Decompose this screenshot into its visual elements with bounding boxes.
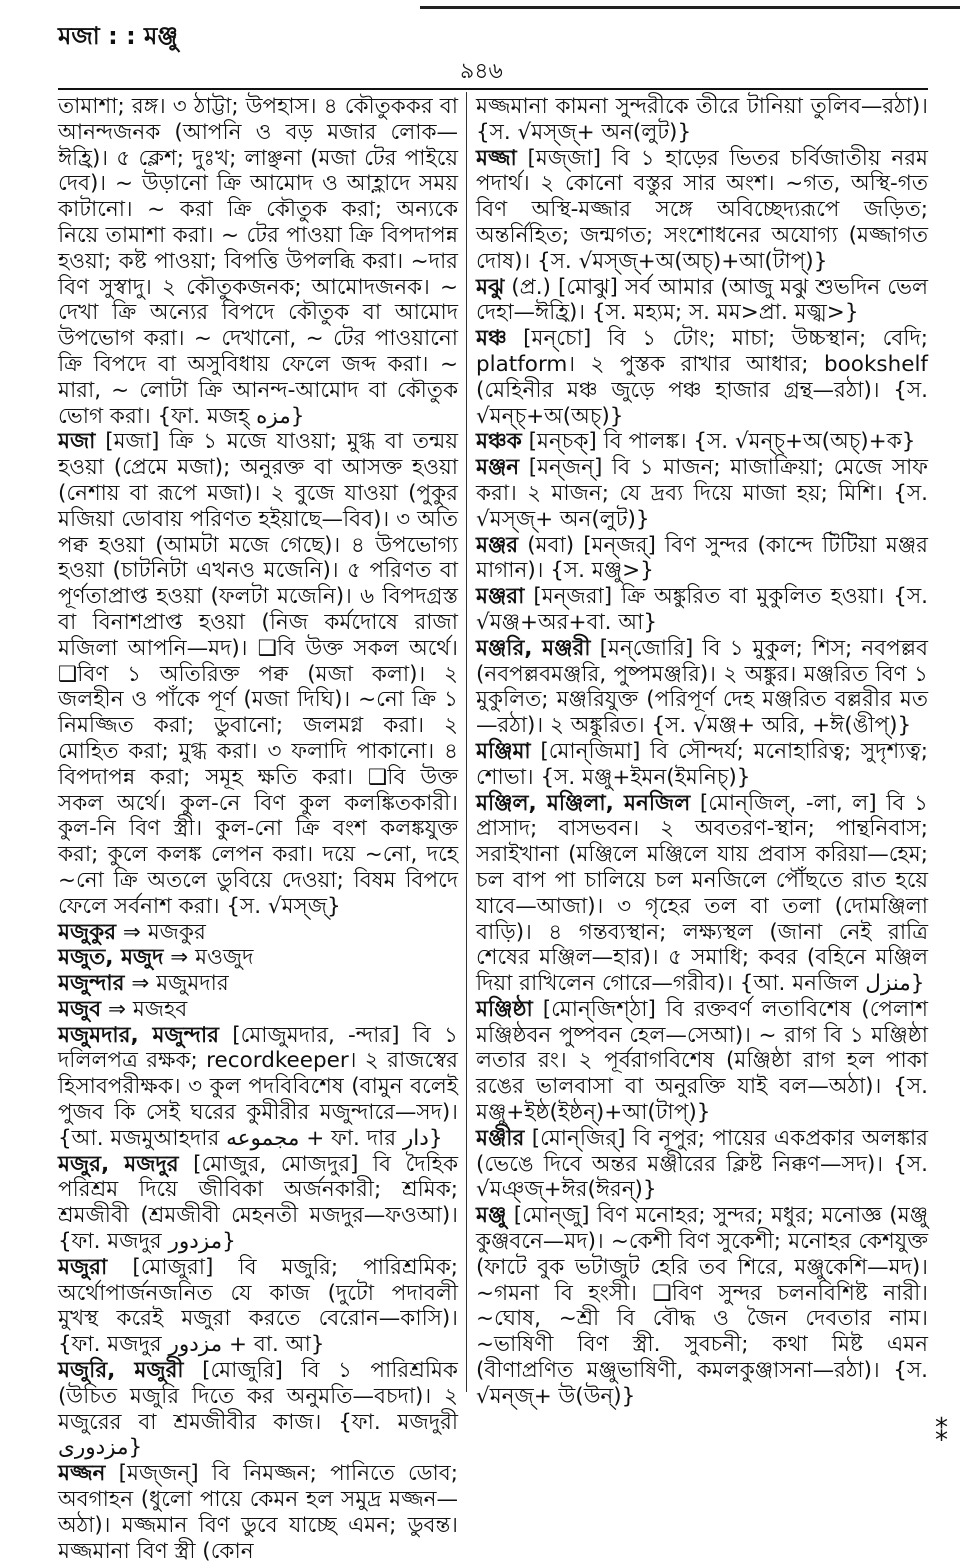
dictionary-entry	[476, 636, 928, 739]
dictionary-entry	[476, 455, 928, 532]
entry-headword: মজুকুর	[58, 919, 117, 945]
top-scan-line	[420, 6, 960, 9]
dictionary-entry	[476, 326, 928, 429]
entry-text: [মজা] ক্রি ১ মজে যাওয়া; মুগ্ধ বা তন্ময় হওয়া (প্রেমে মজা); অনুরক্ত বা আসক্ত হওয়া (নেশায় বা রূপে মজা)। ২ বুজে যাওয়া (পুকুর মজিয়া ডোবায় পরিণত হইয়াছে—বিব)। ৩ অতি পক্ব হওয়া (আমটা মজে গেছে)। ৪ উপভোগ্য হওয়া (চাটনিটা এখনও মজেনি)। ৫ পরিণত বা পূর্ণতাপ্রাপ্ত হওয়া (ফলটা মজেনি)। ৬ বিপদগ্রস্ত বা বিনাশপ্রাপ্ত হওয়া (নিজ কর্মদোষে রাজা মজিলা আপনি—মদ)। ❑বি উক্ত সকল অর্থে। ❑বিণ ১ অতিরিক্ত পক্ব (মজা কলা)। ২ জলহীন ও পাঁকে পূর্ণ (মজা দিঘি)। ~নো ক্রি ১ নিমজ্জিত করা; ডুবানো; জলমগ্ন করা। ২ মোহিত করা; মুগ্ধ করা। ৩ ফলাদি পাকানো। ৪ বিপদাপন্ন করা; সমূহ ক্ষতি করা। ❑বি উক্ত সকল অর্থে। কুল-নে বিণ কুল কলঙ্কিতকারী। কুল-নি বিণ স্ত্রী। কুল-নো ক্রি বংশ কলঙ্কযুক্ত করা; কুলে কলঙ্ক লেপন করা। দয়ে ~নো, দহে ~নো ক্রি অতলে ডুবিয়ে দেওয়া; বিষম বিপদে ফেলে সর্বনাশ করা। {স. √মস্‌জ্‌}	[58, 429, 458, 919]
entry-headword: মজুরা	[58, 1254, 108, 1280]
entry-text: ⇒ মজকুর	[122, 919, 206, 945]
entry-text: ⇒ মজুমদার	[131, 971, 229, 997]
entry-text: মজ্জমানা কামনা সুন্দরীকে তীরে টানিয়া তুলিব—রঠা)। {স. √মস্‌জ্‌+ অন(লুট)}	[476, 94, 928, 145]
entry-headword: মজ্জা	[476, 145, 517, 171]
entry-headword: মঞ্চ	[476, 326, 507, 352]
entry-text: তামাশা; রঙ্গ। ৩ ঠাট্টা; উপহাস। ৪ কৌতুককর বা আনন্দজনক (আপনি ও বড় মজার লোক—ঈহ্রি)। ৫ ক্লেশ; দুঃখ; লাঞ্ছনা (মজা টের পাইয়ে দেব)। ~ উড়ানো ক্রি আমোদ ও আহ্লাদে সময় কাটানো। ~ করা ক্রি কৌতুক করা; অন্যকে নিয়ে তামাশা করা। ~ টের পাওয়া ক্রি বিপদাপন্ন হওয়া; কষ্ট পাওয়া; বিপত্তি উপলব্ধি করা। ~দার বিণ সুস্বাদু। ২ কৌতুকজনক; আমোদজনক। ~ দেখা ক্রি অন্যের বিপদে কৌতুক বা আমোদ উপভোগ করা। ~ দেখানো, ~ টের পাওয়ানো ক্রি বিপদে বা অসুবিধায় ফেলে জব্দ করা। ~ মারা, ~ লোটা ক্রি আনন্দ-আমোদ বা কৌতুক ভোগ করা। {ফা. মজহ্‌ مزه}	[58, 94, 458, 429]
entry-headword: মজুমদার, মজুন্দার	[58, 1022, 219, 1048]
entry-headword: মজুত, মজুদ	[58, 945, 164, 971]
entry-text: [মোন্‌জিমা] বি সৌন্দর্য; মনোহারিত্ব; সুদৃশ্যত্ব; শোভা। {স. মঞ্জু+ইমন(ইমনিচ্‌)}	[476, 738, 929, 790]
entry-text: [মন্‌চো] বি ১ টোং; মাচা; উচ্চস্থান; বেদি; platform। ২ পুস্তক রাখার আধার; bookshelf (মেহিনীর মঞ্চ জুড়ে পঞ্চ হাজার গ্রন্থ—রঠা)। {স. √মন্‌চ্‌+অ(অচ্‌)}	[476, 326, 928, 429]
entry-text: [মোন্‌জু] বিণ মনোহর; সুন্দর; মধুর; মনোজ্ঞ (মঞ্জু কুঞ্জবনে—মদ)। ~কেশী বিণ সুকেশী; মনোহর কেশযুক্ত (ফাটে বুক ভটাজুট হেরি তব শিরে, মঞ্জুকেশি—মদ)। ~গমনা বি হংসী। ❑বিণ সুন্দর চলনবিশিষ্ট নারী। ~ঘোষ, ~শ্রী বি বৌদ্ধ ও জৈন দেবতার নাম। ~ভাষিণী বিণ স্ত্রী. সুবচনী; কথা মিষ্ট এমন (বীণাপ্রণিত মঞ্জুভাষিণী, কমলকুঞ্জাসনা—রঠা)। {স. √মন্‌জ্‌+ উ(উন্‌)}	[476, 1203, 928, 1409]
entry-text: ⇒ মজহব	[107, 996, 188, 1022]
dictionary-entry	[476, 1126, 928, 1203]
entry-headword: মঞ্জন	[476, 455, 520, 481]
dictionary-entry	[476, 997, 928, 1126]
entry-text: (মবা) [মন্‌জর্‌] বিণ সুন্দর (কান্দে টিটিয়া মঞ্জর মাগান)। {স. মঞ্জু>}	[476, 532, 928, 584]
entry-text: (প্র.) [মোঝু] সর্ব আমার (আজু মঝু শুভদিন ভেল দেহা—ঈহ্রি)। {স. মহ্যম; স. মম>প্রা. মজ্ঝ>}	[476, 274, 928, 326]
entry-headword: মঝু	[476, 274, 505, 300]
entry-text: [মন্‌জোরি] বি ১ মুকুল; শিস; নবপল্লব (নবপল্লবমঞ্জরি, পুষ্পমঞ্জরি)। ২ অঙ্কুর। মঞ্জরিত বিণ ১ মুকুলিত; মঞ্জরিযুক্ত (পরিপূর্ণ দেহ মঞ্জরিত বল্লরীর মত—রঠা)। ২ অঙ্কুরিত। {স. √মঞ্জ+ অরি, +ঈ(ঙীপ্‌)}	[476, 635, 928, 739]
dictionary-entry	[58, 1023, 458, 1152]
entry-text: [মোন্‌জিশ্‌ঠা] বি রক্তবর্ণ লতাবিশেষ (পেলাশ মঞ্জিষ্ঠবন পুষ্পবন হেল—সেআ)। ~ রাগ বি ১ মঞ্জিষ্ঠা লতার রং। ২ পূর্বরাগবিশেষ (মঞ্জিষ্ঠা রাগ হল পাকা রঙের ভালবাসা বা অনুরক্তি যাই বল—অঠা)। {স. মঞ্জু+ইষ্ঠ(ইষ্ঠন্‌)+আ(টাপ্‌)}	[476, 996, 928, 1126]
entry-headword: মঞ্জীর	[476, 1125, 525, 1151]
dictionary-entry	[58, 945, 458, 971]
entry-headword: মজুন্দার	[58, 971, 125, 997]
corner-mark: ⁑	[935, 1418, 948, 1448]
header-rule	[58, 88, 928, 90]
entry-headword: মঞ্চক	[476, 429, 522, 455]
entry-headword: মজ্জন	[58, 1461, 106, 1487]
dictionary-entry	[58, 920, 458, 946]
dictionary-entry	[476, 146, 928, 275]
entry-headword: মঞ্জিমা	[476, 738, 531, 764]
dictionary-entry	[476, 94, 928, 146]
entry-text: [মজ্‌জন্‌] বি নিমজ্জন; পানিতে ডোব; অবগাহন (ধুলো পায়ে কেমন হল সমুদ্র মজ্জন—অঠা)। মজ্জমান বিণ ডুবে যাচ্ছে এমন; ডুবন্ত। মজ্জমানা বিণ স্ত্রী (কোন	[58, 1461, 458, 1564]
dictionary-entry	[58, 971, 458, 997]
entry-headword: মঞ্জরি, মঞ্জরী	[476, 635, 591, 661]
dictionary-entry	[476, 584, 928, 636]
entry-text: [মোজুরা] বি মজুরি; পারিশ্রমিক; অর্থোপার্জনজনিত যে কাজ (দুটো পদাবলী মুখস্থ করেই মজুরা করতে বেরোন—কাসি)। {ফা. মজদুর مزدور + বা. আ}	[58, 1254, 458, 1358]
dictionary-entry	[58, 1152, 458, 1255]
dictionary-entry	[58, 429, 458, 919]
entry-headword: মজুর, মজদুর	[58, 1151, 179, 1177]
entry-headword: মঞ্জু	[476, 1203, 507, 1229]
left-column	[58, 94, 458, 1564]
entry-text: [মোন্‌জিল্‌, -লা, ল] বি ১ প্রাসাদ; বাসভবন। ২ অবতরণ-স্থান; পান্থনিবাস; সরাইখানা (মঞ্জিলে মঞ্জিলে যায় প্রবাস করিয়া—হেম; চল বাপ পা চালিয়ে চল মনজিলে পৌঁছতে রাত হয়ে যাবে—আজা)। ৩ গৃহের তল বা তলা (দোমঞ্জিলা বাড়ি)। ৪ গন্তব্যস্থান; লক্ষ্যস্থল (জানা নেই রাত্রি শেষের মঞ্জিল—হার)। ৫ সমাধি; কবর (বহিনে মঞ্জিল দিয়া রাখিলেন গোরে—গরীব)। {আ. মনজিল منزل}	[476, 790, 928, 997]
dictionary-entry	[476, 791, 928, 997]
dictionary-entry	[476, 1203, 928, 1409]
entry-headword: মঞ্জরা	[476, 584, 525, 610]
entry-text: [মন্‌জন্‌] বি ১ মাজন; মাজাক্রিয়া; মেজে সাফ করা। ২ মাজন; যে দ্রব্য দিয়ে মাজা হয়; মিশি। {স. √মস্‌জ্‌+ অন(লুট)}	[476, 455, 928, 532]
dictionary-entry	[58, 1358, 458, 1461]
entry-text: [মজ্‌জা] বি ১ হাড়ের ভিতর চর্বিজাতীয় নরম পদার্থ। ২ কোনো বস্তুর সার অংশ। ~গত, অস্থি-গত বিণ অস্থি-মজ্জার সঙ্গে অবিচ্ছেদ্যরূপে জড়িত; অন্তর্নিহিত; জন্মগত; সংশোধনের অযোগ্য (মজ্জাগত দোষ)। {স. √মস্‌জ্‌+অ(অচ্‌)+আ(টাপ্‌)}	[476, 145, 928, 274]
entry-text: [মোজুর, মোজদুর] বি দৈহিক পরিশ্রম দিয়ে জীবিকা অর্জনকারী; শ্রমিক; শ্রমজীবী (শ্রমজীবী মেহনতী মজদুর—ফওআ)। {ফা. মজদুর مزدور}	[58, 1151, 458, 1255]
dictionary-entry	[476, 533, 928, 585]
dictionary-entry	[476, 739, 928, 791]
entry-text: [মোজুমদার, -ন্দার] বি ১ দলিলপত্র রক্ষক; recordkeeper। ২ রাজস্বের হিসাবপরীক্ষক। ৩ কুল পদবিবিশেষ (বামুন বলেই পুজব কি সেই ঘরের কুমীরীর মজুন্দারে—সদ)। {আ. মজমুআহদার مجموعه + ফা. দার دار}	[58, 1022, 458, 1151]
entry-headword: মঞ্জিষ্ঠা	[476, 996, 533, 1022]
entry-text: ⇒ মওজুদ	[170, 945, 254, 971]
dictionary-entry	[58, 997, 458, 1023]
column-divider	[466, 92, 467, 1392]
dictionary-entry	[476, 429, 928, 455]
entry-headword: মজা	[58, 429, 96, 455]
dictionary-entry	[58, 94, 458, 429]
right-column	[476, 94, 928, 1410]
entry-headword: মঞ্জিল, মঞ্জিলা, মনজিল	[476, 790, 691, 816]
entry-headword: মঞ্জর	[476, 532, 519, 558]
dictionary-entry	[58, 1255, 458, 1358]
entry-headword: মজুরি, মজুরী	[58, 1358, 184, 1384]
page-number: ৯৪৬	[460, 59, 503, 84]
entry-headword: মজুব	[58, 996, 102, 1022]
entry-text: [মোন্‌জির্‌] বি নূপুর; পায়ের একপ্রকার অলঙ্কার (ভেঙে দিবে অন্তর মঞ্জীরের ক্লিষ্ট নিক্কণ—সদ)। {স. √মঞ্জ্‌+ঈর(ঈরন্‌)}	[476, 1125, 928, 1203]
entry-text: [মন্‌চক্‌] বি পালঙ্ক। {স. √মন্‌চ্‌+অ(অচ্‌)+ক}	[528, 429, 916, 455]
guide-words: মজা : : মঞ্জু	[58, 22, 178, 50]
entry-text: [মোজুরি] বি ১ পারিশ্রমিক (উচিত মজুরি দিতে কর অনুমতি—বচদা)। ২ মজুরের বা শ্রমজীবীর কাজ। {ফা. মজদুরী مزدوری}	[58, 1358, 458, 1461]
dictionary-entry	[58, 1461, 458, 1564]
entry-text: [মন্‌জরা] ক্রি অঙ্কুরিত বা মুকুলিত হওয়া। {স. √মঞ্জ+অর+বা. আ}	[476, 584, 928, 635]
dictionary-entry	[476, 275, 928, 327]
